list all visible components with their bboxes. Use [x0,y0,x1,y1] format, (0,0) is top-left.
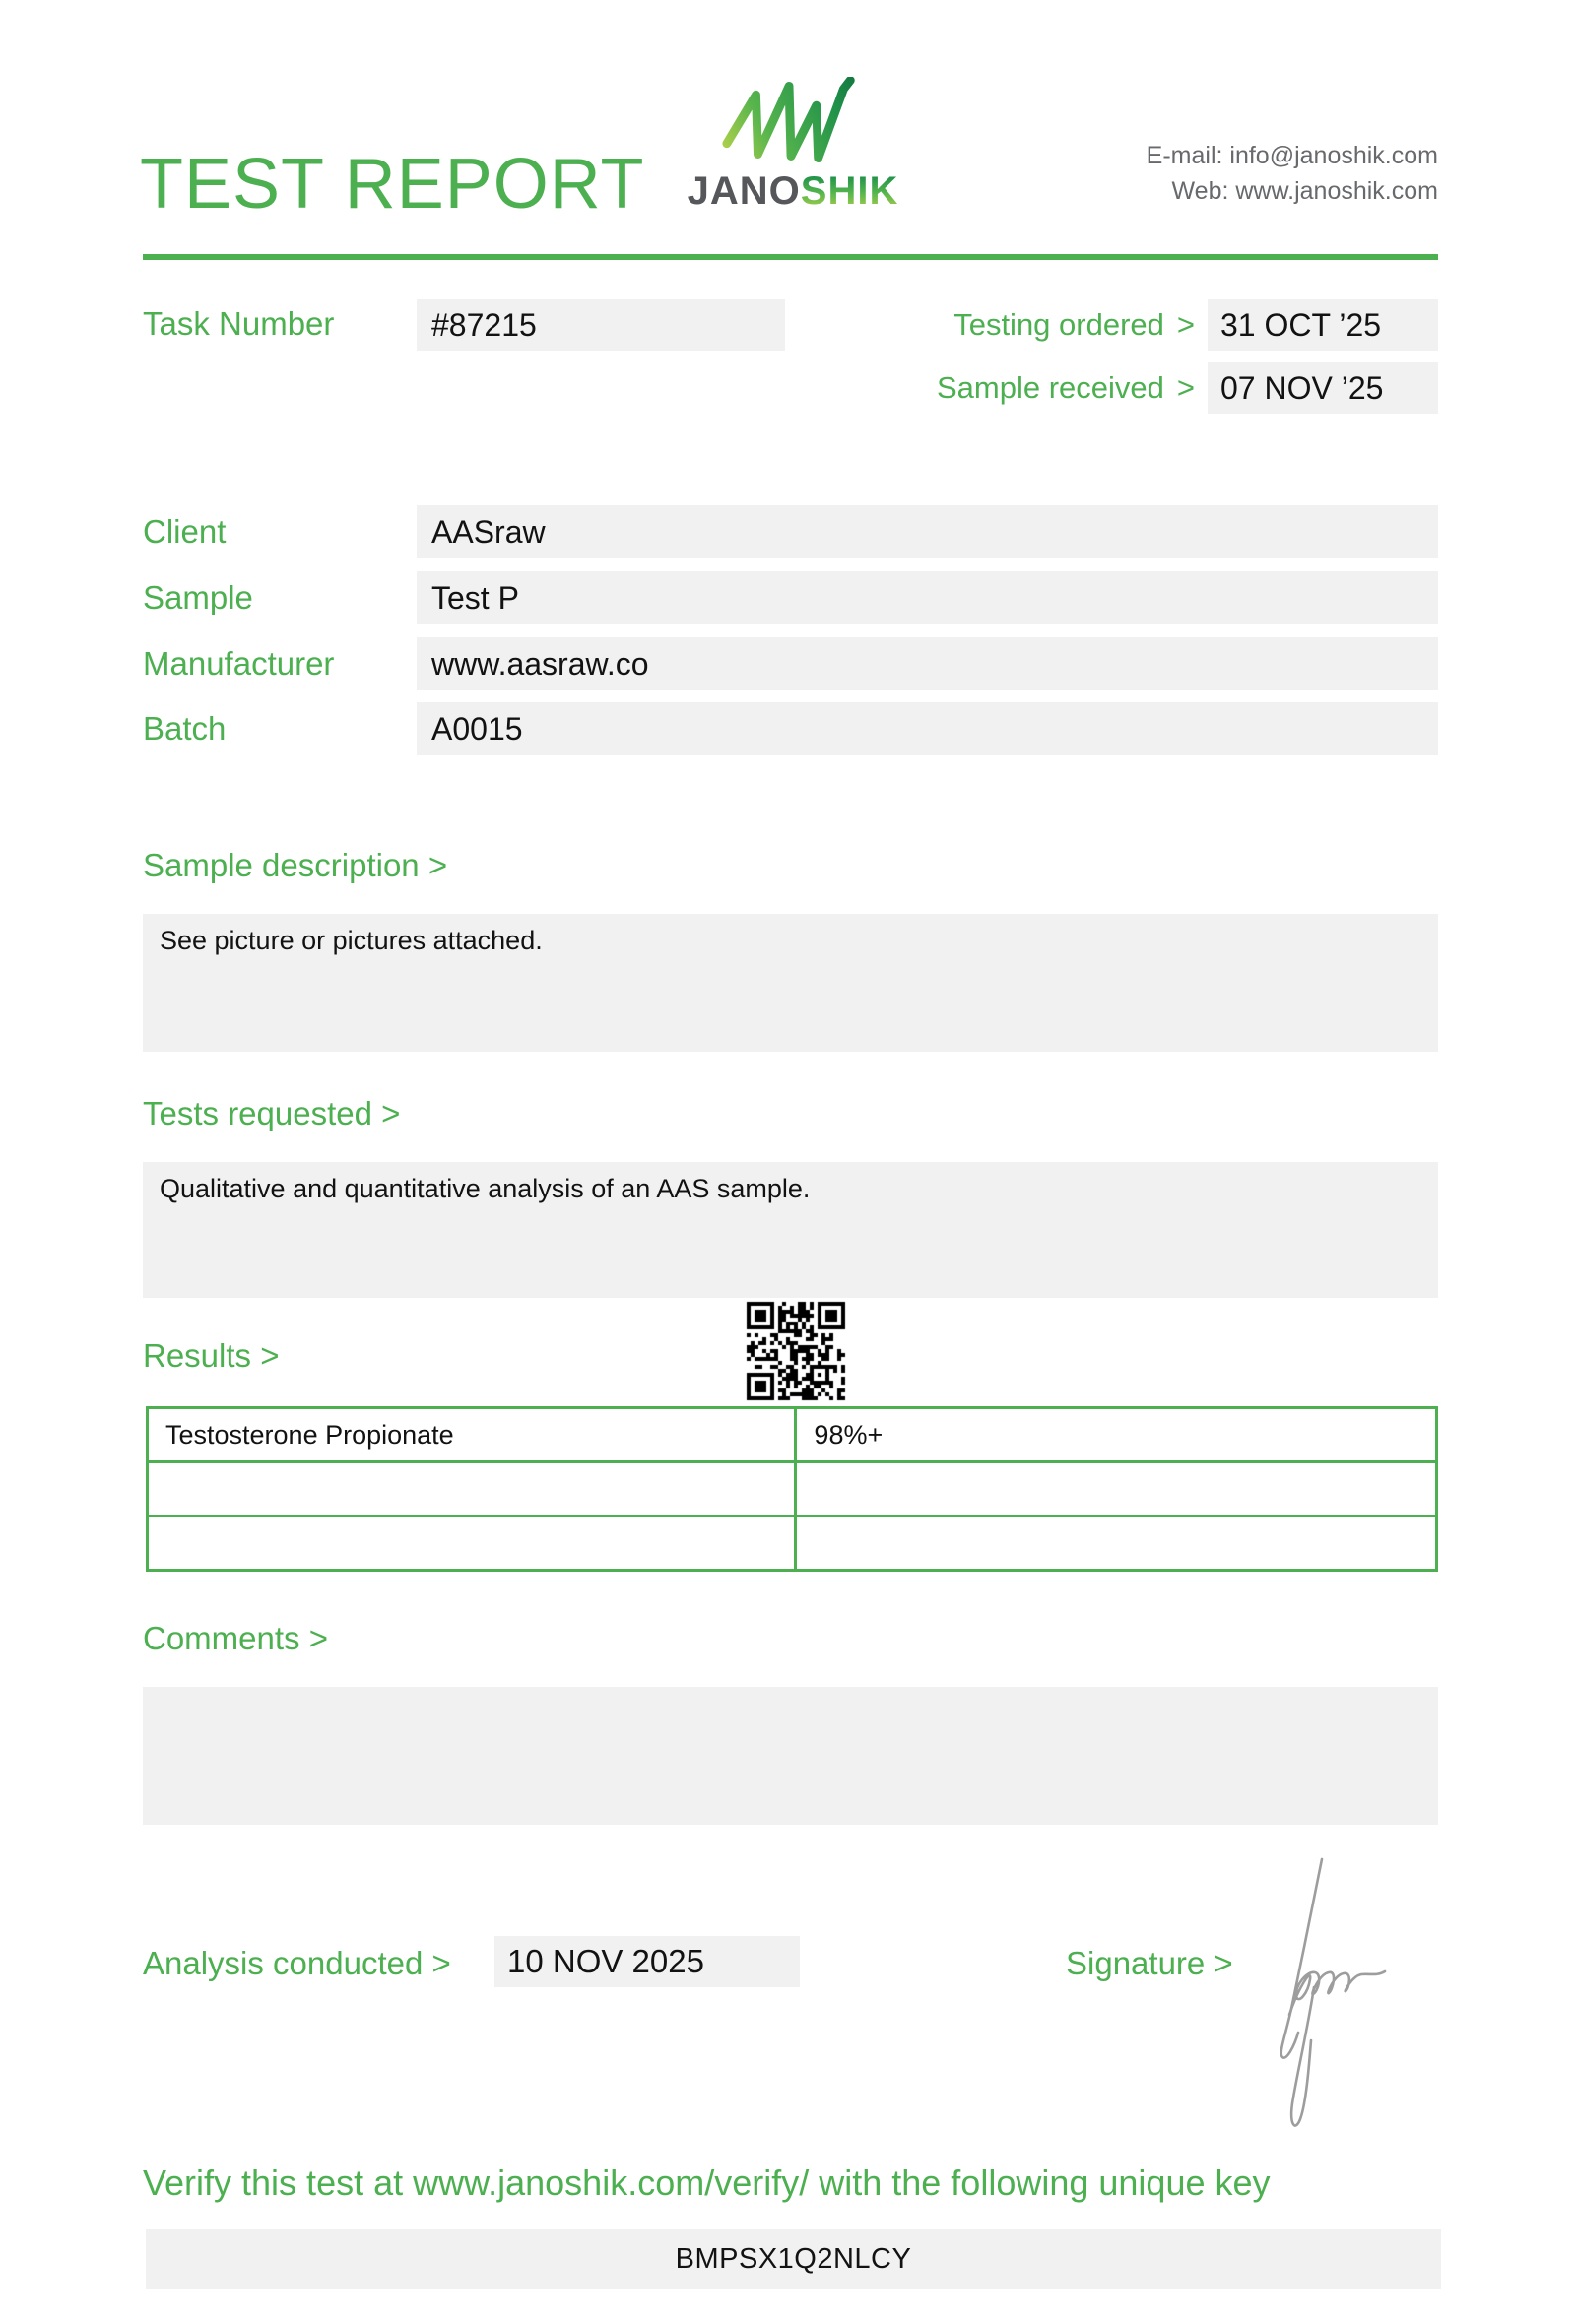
batch-field [417,702,1438,755]
janoshik-logo [685,77,901,214]
testing-ordered-value: 31 OCT ’25 [1220,307,1382,343]
analysis-date-value: 10 NOV 2025 [507,1943,704,1979]
signature-label: Signature > [1066,1945,1233,1981]
sample-received-value: 07 NOV ’25 [1220,370,1384,406]
result-value-cell [796,1517,1437,1571]
tests-requested-text: Qualitative and quantitative analysis of an AAS sample. [160,1174,811,1203]
client-label: Client [143,513,227,549]
chevron-right-icon: > [1176,370,1195,405]
client-value: AASraw [431,514,546,549]
manufacturer-field [417,637,1438,690]
verify-instruction: Verify this test at www.janoshik.com/verify/ with the following unique key [143,2163,1271,2203]
manufacturer-label: Manufacturer [143,645,335,681]
contact-info [995,138,1438,209]
testing-ordered-row [847,299,1438,351]
analysis-date-field [494,1936,800,1987]
sample-description-text: See picture or pictures attached. [160,926,543,955]
batch-value: A0015 [431,711,523,746]
logo-text [688,169,899,214]
task-number-value: #87215 [431,307,537,343]
batch-label: Batch [143,710,227,746]
logo-text-shik: SHIK [800,169,899,213]
testing-ordered-field [1208,299,1438,351]
chevron-right-icon: > [1176,307,1195,342]
sample-received-field [1208,362,1438,414]
tests-requested-heading: Tests requested > [143,1095,401,1131]
table-row [148,1462,1437,1517]
comments-box [143,1687,1438,1825]
client-field [417,505,1438,558]
logo-text-jano: JANO [687,169,801,213]
task-number-field [417,299,785,351]
sample-value: Test P [431,580,519,615]
page-title: TEST REPORT [140,145,645,224]
table-row [148,1517,1437,1571]
table-row [148,1408,1437,1462]
sample-description-heading: Sample description > [143,847,448,883]
verify-key-value: BMPSX1Q2NLCY [675,2243,912,2275]
result-value-cell: 98%+ [796,1408,1437,1462]
sample-received-label: Sample received [936,370,1164,405]
results-table [146,1406,1438,1572]
analysis-conducted-label: Analysis conducted > [143,1945,451,1981]
sample-label: Sample [143,579,253,615]
chart-growth-icon [715,77,871,167]
task-number-label: Task Number [143,305,335,342]
verify-key-field [146,2229,1441,2289]
sample-description-box [143,914,1438,1052]
sample-field [417,571,1438,624]
header-divider [143,254,1438,260]
signature-image [1266,1849,1433,2145]
result-analyte-cell [148,1517,796,1571]
qr-code [745,1300,847,1402]
manufacturer-value: www.aasraw.co [431,646,649,681]
comments-heading: Comments > [143,1620,328,1656]
results-heading: Results > [143,1337,280,1374]
tests-requested-box [143,1162,1438,1298]
testing-ordered-label: Testing ordered [953,307,1164,342]
sample-received-row [847,362,1438,414]
contact-email: E-mail: info@janoshik.com [1146,142,1438,169]
result-analyte-cell [148,1462,796,1517]
result-value-cell [796,1462,1437,1517]
result-analyte-cell: Testosterone Propionate [148,1408,796,1462]
contact-web: Web: www.janoshik.com [1171,177,1438,205]
